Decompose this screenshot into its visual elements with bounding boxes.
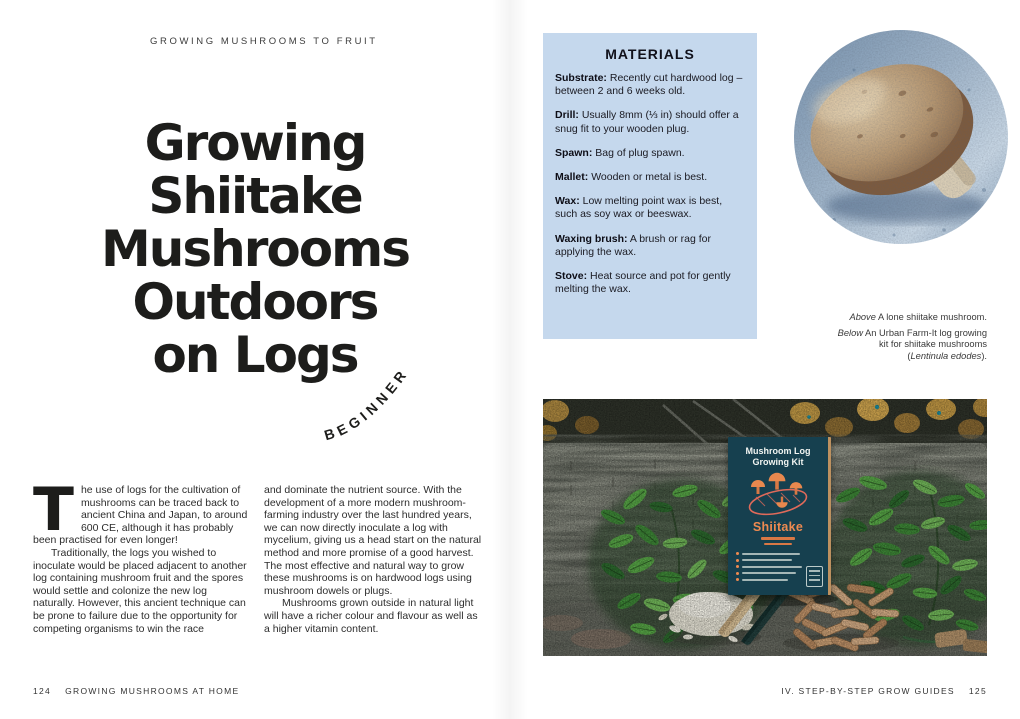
material-text: Bag of plug spawn.: [595, 146, 685, 159]
footer-left: [33, 686, 239, 696]
body-column-1: [33, 475, 251, 635]
material-item: [555, 147, 745, 160]
material-item: [555, 171, 745, 184]
material-item: [555, 233, 745, 259]
difficulty-text: BEGINNER: [322, 364, 412, 444]
material-text: Usually 8mm (⅓ in) should offer a snug fit to your wooden plug.: [555, 109, 739, 135]
page-gutter: [492, 0, 528, 719]
shiitake-mushroom-illustration: [794, 30, 1008, 244]
running-header: GROWING MUSHROOMS TO FRUIT: [150, 36, 378, 47]
kit-small-text-line: [764, 543, 792, 546]
drop-cap: T: [33, 475, 74, 545]
kit-product-name: Shiitake: [752, 520, 804, 534]
photo-captions: [837, 312, 987, 366]
svg-text:BEGINNER: [322, 365, 411, 444]
title-line: Mushrooms: [101, 220, 409, 278]
body-columns: [33, 475, 482, 635]
species-name: Lentinula edodes: [910, 350, 982, 361]
caption-label: Below: [837, 327, 863, 338]
kit-small-text-line: [761, 537, 795, 540]
caption-below: Below An Urban Farm-It log growing kit for shiitake mushrooms (Lentinula edodes).: [837, 327, 987, 361]
material-text: Wooden or metal is best.: [591, 171, 708, 184]
paragraph: The use of logs for the cultivation of mushrooms can be traced back to ancient China and Japan, to around 600 CE, although it has probably been practised for even longer!: [33, 475, 248, 547]
footer-section: GROWING MUSHROOMS AT HOME: [65, 686, 240, 696]
material-item: [555, 270, 745, 296]
material-item: [555, 109, 745, 135]
material-label: Drill:: [555, 109, 579, 122]
material-label: Substrate:: [555, 72, 607, 84]
paragraph: Mushrooms grown outside in natural light will have a richer colour and flavour as well as a higher vitamin content.: [264, 597, 478, 635]
title-line: on Logs: [152, 326, 358, 384]
paragraph: Traditionally, the logs you wished to inoculate would be placed adjacent to another log containing mushroom fruit and the spores would settle and colonize the new log naturally. However, this ancient technique can be prone to failure due to the opportunity for competing organisms to win the race: [33, 546, 247, 635]
material-text: Low melting point wax is best, such as soy wax or beeswax.: [555, 195, 723, 221]
material-label: Wax:: [555, 195, 580, 208]
kit-log-illustration: [736, 469, 820, 521]
difficulty-arc-label: [316, 347, 434, 447]
title-line: Growing: [144, 114, 366, 172]
page-number: 124: [33, 686, 52, 696]
material-text: Heat source and pot for gently melting the wax.: [555, 270, 731, 296]
material-label: Waxing brush:: [555, 232, 628, 245]
kit-stamp-logo: [806, 566, 823, 587]
page-number: 125: [968, 686, 987, 696]
footer-right: [781, 686, 987, 696]
material-label: Stove:: [555, 270, 588, 283]
material-text: A brush or rag for applying the wax.: [555, 232, 711, 258]
material-label: Spawn:: [555, 146, 593, 159]
material-item: [555, 195, 745, 221]
paragraph: and dominate the nutrient source. With the development of a more modern mushroom-farming industry over the last hundred years, we can now directly inoculate a log with mycelium, giving us a head start on the natural method and more promise of a good harvest. The most effective and natural way to grow these mushrooms is on hardwood logs using mushroom dowels or plugs.: [264, 484, 482, 597]
materials-title: MATERIALS: [605, 46, 695, 62]
material-item: [555, 72, 745, 98]
title-line: Outdoors: [132, 273, 378, 331]
caption-above: Above A lone shiitake mushroom.: [849, 312, 987, 322]
kit-box: [728, 437, 831, 595]
kit-box-title: Mushroom Log Growing Kit: [745, 446, 811, 467]
footer-section: IV. STEP-BY-STEP GROW GUIDES: [781, 686, 955, 696]
grow-kit-photo: [543, 399, 987, 656]
body-column-2: [264, 484, 482, 635]
material-label: Mallet:: [555, 171, 589, 184]
shiitake-photo-circle: [794, 30, 1008, 244]
materials-box: [543, 33, 757, 339]
caption-label: Above: [849, 312, 876, 322]
material-text: Recently cut hardwood log – between 2 and 6 weeks old.: [555, 72, 743, 98]
page-title: [35, 114, 475, 384]
title-line: Shiitake: [148, 167, 362, 225]
